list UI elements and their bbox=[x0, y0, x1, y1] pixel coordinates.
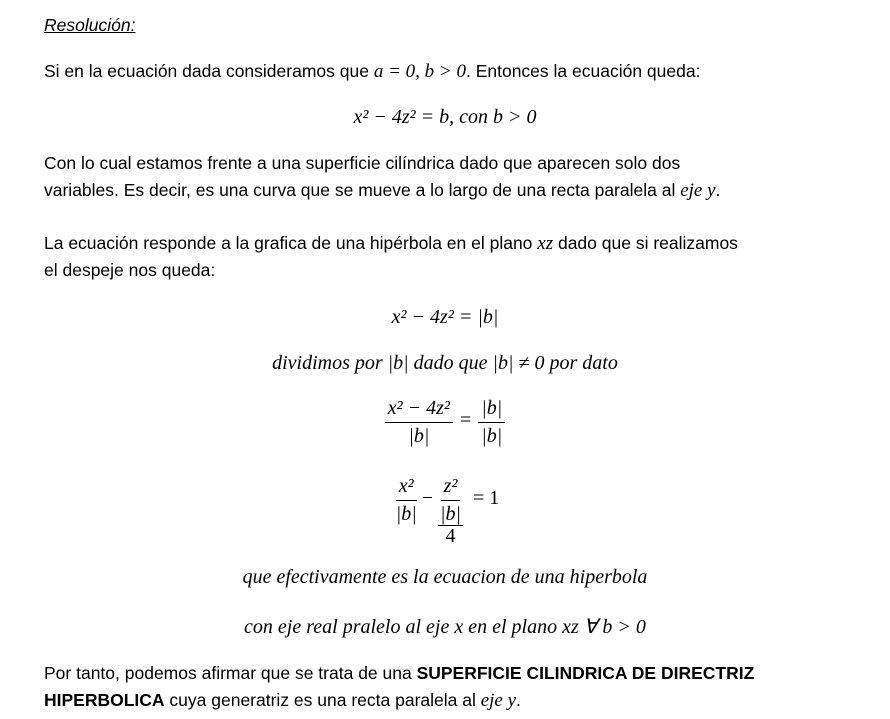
fraction-right-denominator: |b| bbox=[481, 425, 503, 447]
fraction-left-denominator: |b| bbox=[408, 425, 430, 447]
equals-sign: = bbox=[459, 409, 472, 432]
nested-denominator: 4 bbox=[445, 525, 456, 547]
axis-y-math-2: eje y bbox=[480, 690, 517, 711]
section-heading: Resolución: bbox=[44, 15, 136, 35]
axis-y-math: eje y bbox=[680, 180, 716, 201]
intro-suffix: . Entonces la ecuación queda: bbox=[465, 61, 701, 81]
hyperbola-line-1-suffix: dado que si realizamos bbox=[553, 233, 738, 253]
paragraph-cylindrical bbox=[44, 150, 720, 204]
paragraph-hyperbola bbox=[44, 230, 738, 284]
equation-6: que efectivamente es la ecuacion de una hiperbola bbox=[242, 566, 648, 588]
paragraph-intro bbox=[44, 58, 700, 85]
hyperbola-line-2: el despeje nos queda: bbox=[44, 260, 216, 280]
conclusion-suffix: . bbox=[516, 690, 521, 710]
paragraph-conclusion bbox=[44, 660, 754, 714]
intro-condition-math: a = 0, b > 0 bbox=[373, 61, 466, 82]
equation-1 bbox=[0, 106, 890, 129]
conclusion-line-2-text: cuya generatriz es una recta paralela al bbox=[164, 690, 481, 710]
conclusion-bold-1: SUPERFICIE CILINDRICA DE DIRECTRIZ bbox=[416, 663, 755, 683]
cylindrical-line-2 bbox=[44, 177, 720, 204]
nested-numerator: |b| bbox=[440, 503, 461, 525]
fraction-z-nested bbox=[438, 504, 463, 545]
fraction-x-numerator: x² bbox=[396, 474, 417, 501]
fraction-left bbox=[385, 396, 453, 447]
fraction-x-denominator: |b| bbox=[395, 503, 417, 525]
fraction-left-numerator: x² − 4z² bbox=[385, 396, 453, 423]
minus-sign: − bbox=[421, 487, 433, 510]
equation-5 bbox=[0, 474, 890, 545]
conclusion-line-2 bbox=[44, 687, 754, 714]
plane-xz-math: xz bbox=[537, 233, 554, 254]
equation-5-rhs: = 1 bbox=[473, 487, 500, 510]
hyperbola-line-1-text: La ecuación responde a la grafica de una hipérbola en el plano bbox=[44, 233, 538, 253]
hyperbola-line-1 bbox=[44, 230, 738, 257]
fraction-z-numerator: z² bbox=[441, 474, 461, 501]
fraction-z-denominator bbox=[435, 501, 466, 545]
cylindrical-line-1: Con lo cual estamos frente a una superficie cilíndrica dado que aparecen solo dos bbox=[44, 153, 681, 173]
equation-1-condition: con b > 0 bbox=[459, 106, 537, 128]
equation-7: con eje real pralelo al eje x en el plano xz ∀ b > 0 bbox=[244, 616, 646, 638]
cylindrical-line-2-suffix: . bbox=[715, 180, 721, 200]
equation-4 bbox=[0, 396, 890, 447]
fraction-right-numerator: |b| bbox=[478, 396, 505, 423]
fraction-x bbox=[393, 474, 420, 525]
equation-1-lhs: x² − 4z² = b, bbox=[353, 106, 460, 128]
cylindrical-line-2-text: variables. Es decir, es una curva que se mueve a lo largo de una recta paralela al bbox=[44, 180, 681, 200]
intro-text: Si en la ecuación dada consideramos que bbox=[44, 61, 374, 81]
fraction-z bbox=[435, 474, 466, 545]
conclusion-bold-2: HIPERBOLICA bbox=[44, 690, 165, 710]
equation-3: dividimos por |b| dado que |b| ≠ 0 por dato bbox=[272, 352, 618, 374]
fraction-right bbox=[478, 396, 505, 447]
equation-2: x² − 4z² = |b| bbox=[391, 306, 499, 328]
conclusion-line-1-text: Por tanto, podemos afirmar que se trata de una bbox=[44, 663, 417, 683]
conclusion-line-1 bbox=[44, 660, 754, 687]
